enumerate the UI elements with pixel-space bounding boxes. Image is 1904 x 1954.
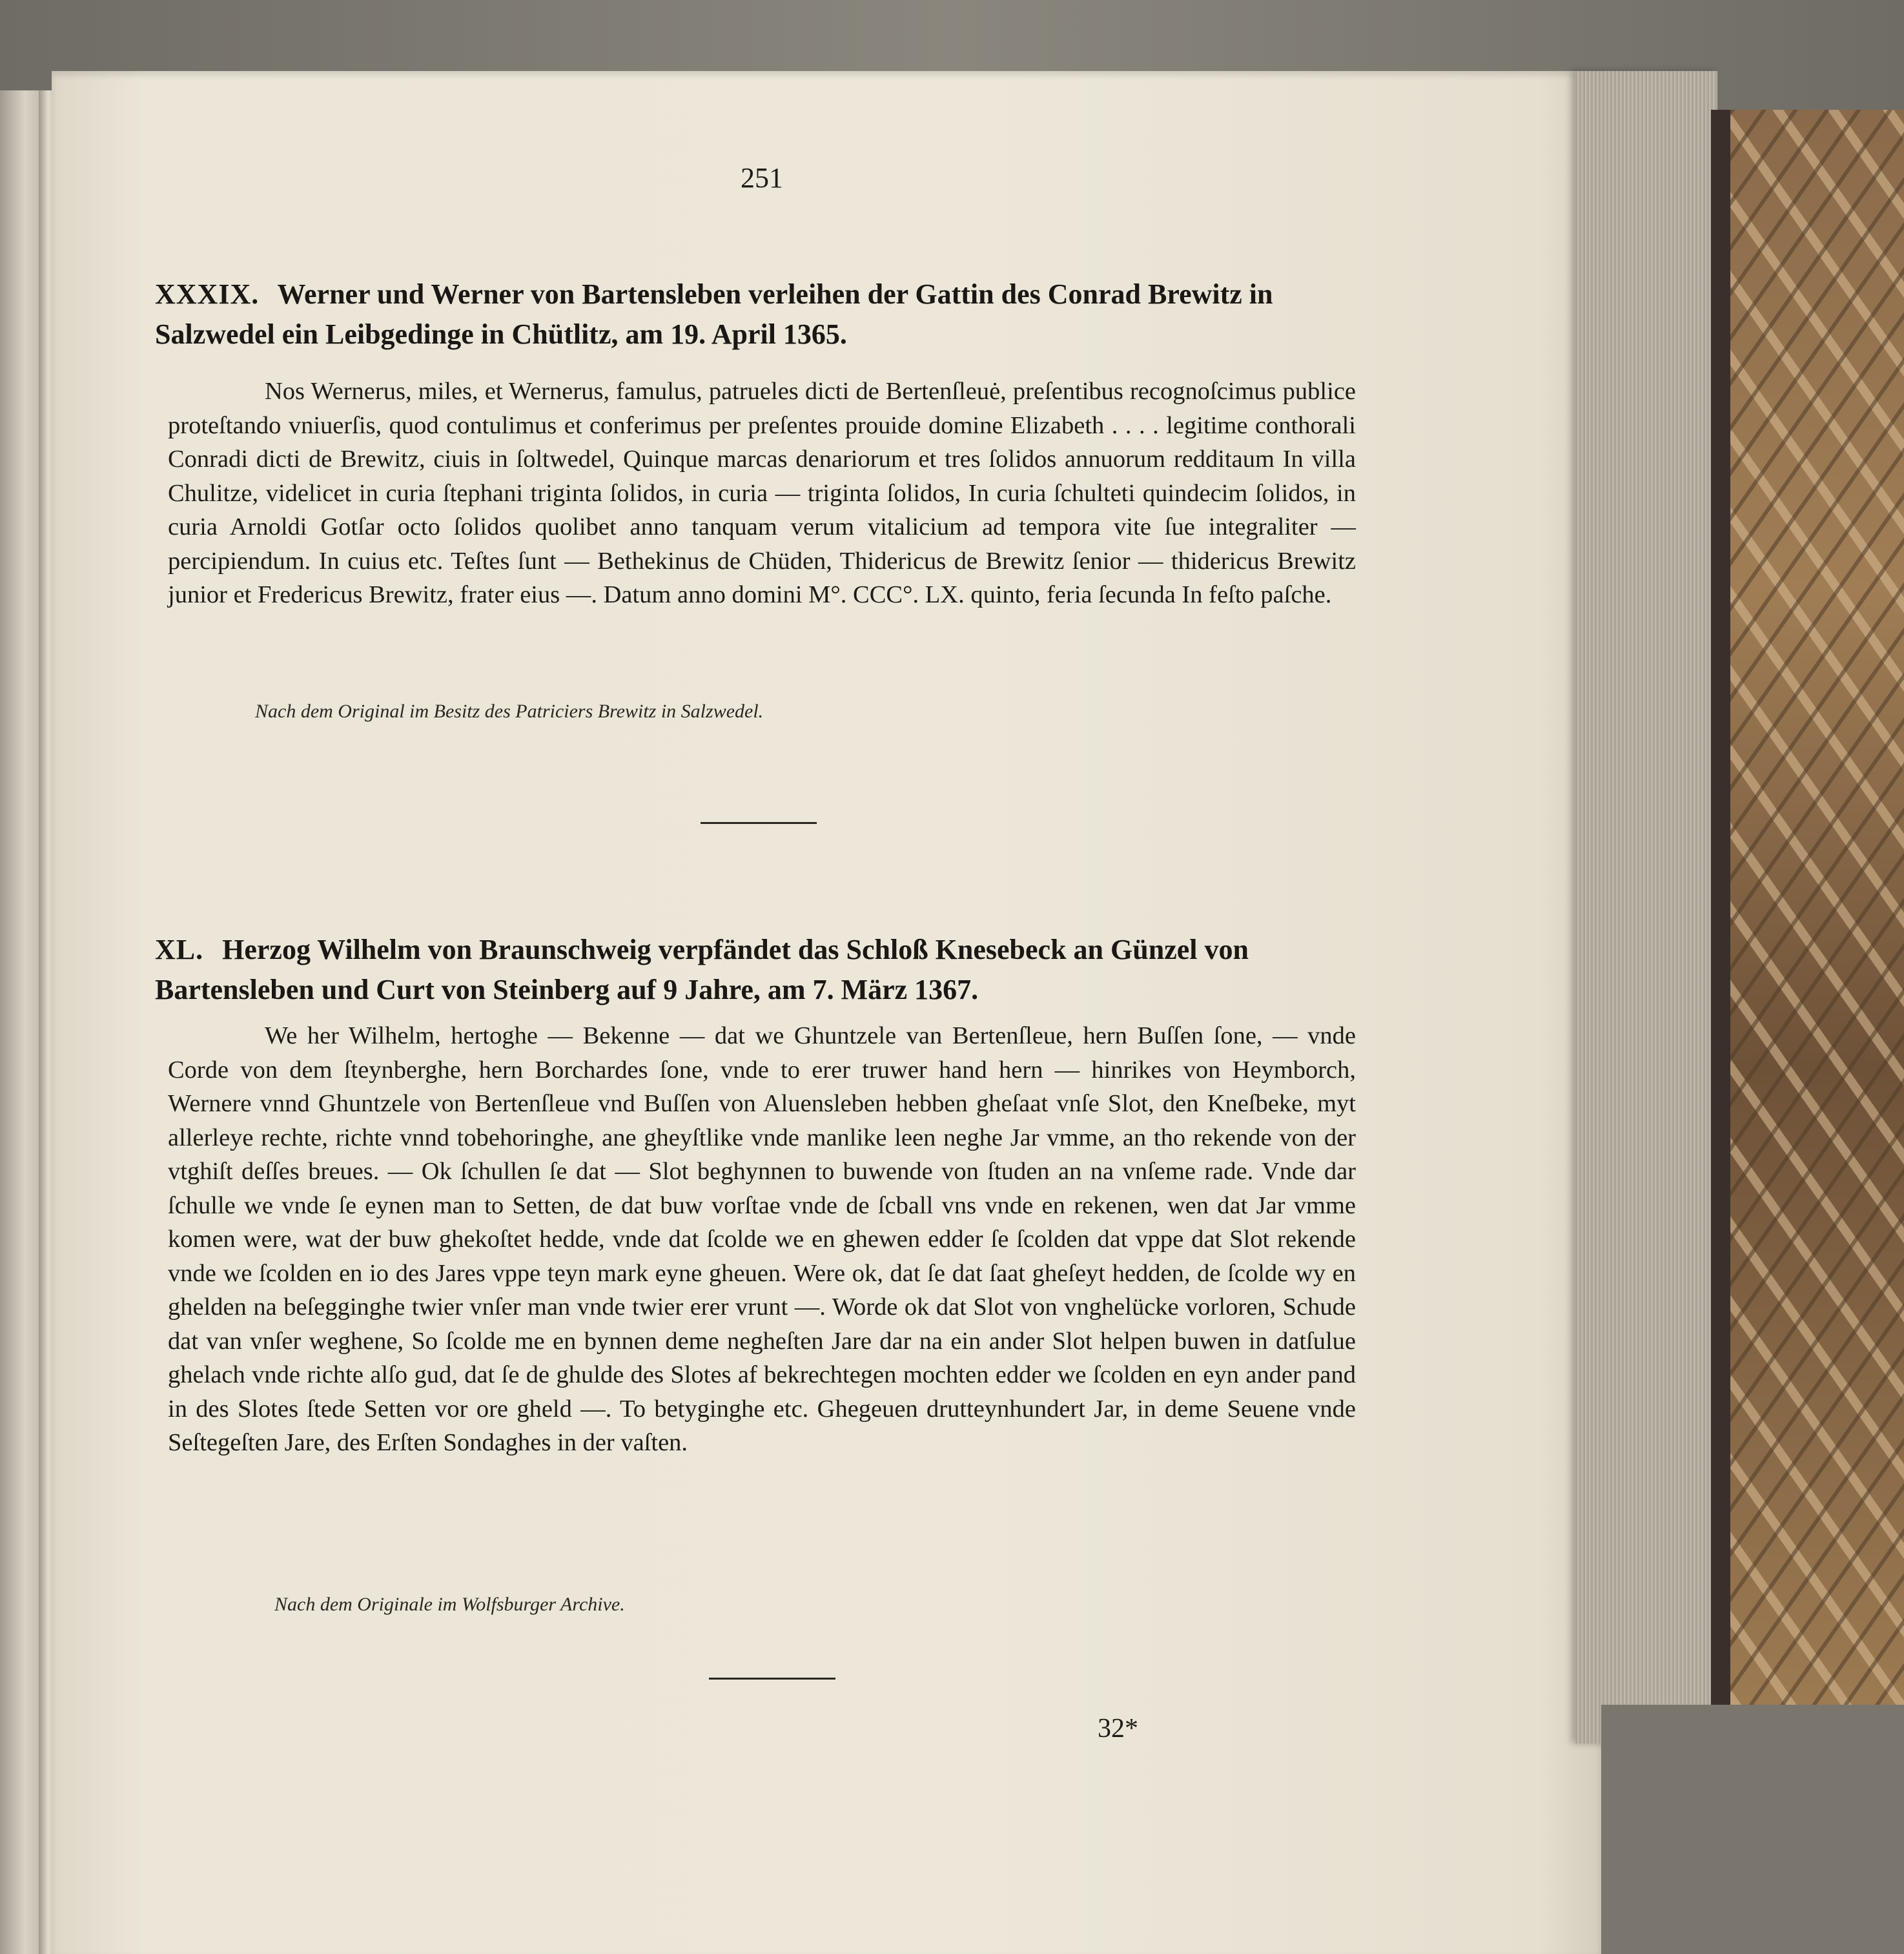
document-title-line2: Bartensleben und Curt von Steinberg auf 9 Jahre, am 7. März 1367. [155, 974, 979, 1005]
page-block-edges [1575, 71, 1717, 1743]
section-divider [709, 1678, 835, 1680]
page-number: 251 [741, 162, 783, 194]
document-body: Nos Wernerus, miles, et Wernerus, famulus, patrueles dicti de Bertenſleuė, preſentibus recognoſcimus publice proteſtando vniuerſis, quod contulimus et conferimus per preſentes prouide domine Elizabeth . . . . legitime conthorali Conradi dicti de Brewitz, ciuis in ſoltwedel, Quinque marcas denariorum et tres ſolidos annuorum redditaum In villa Chulitze, videlicet in curia ſtephani triginta ſolidos, in curia — triginta ſolidos, In curia ſchulteti quindecim ſolidos, in curia Arnoldi Gotſar octo ſolidos quolibet anno tanquam verum vitalicium ad tempora vite ſue integraliter — percipiendum. In cuius etc. Teſtes ſunt — Bethekinus de Chüden, Thidericus de Brewitz ſenior — thidericus Brewitz junior et Fredericus Brewitz, frater eius —. Datum anno domini M°. CCC°. LX. quinto, feria ſecunda In feſto paſche. [168, 378, 1356, 608]
source-note: Nach dem Originale im Wolfsburger Archive. [274, 1594, 625, 1615]
document-heading [155, 274, 1356, 355]
document-title-line1: Herzog Wilhelm von Braunschweig verpfändet das Schloß Knesebeck an Günzel von [222, 934, 1249, 965]
document-heading [155, 930, 1356, 1010]
marbled-cover [1730, 110, 1904, 1705]
document-title-line1: Werner und Werner von Bartensleben verleihen der Gattin des Conrad Brewitz in [277, 278, 1273, 310]
table-surface [1601, 1705, 1904, 1954]
document-body: We her Wilhelm, hertoghe — Bekenne — dat we Ghuntzele van Bertenſleue, hern Buſſen ſone, — vnde Corde von dem ſteynberghe, hern Borchardes ſone, vnde to erer truwer hand hern — hinrikes von Heymborch, Wernere vnnd Ghuntzele von Bertenſleue vnd Buſſen von Aluensleben hebben gheſaat vnſe Slot, den Kneſbeke, myt allerleye rechte, richte vnnd tobehoringhe, ane gheyſtlike vnde manlike leen neghe Jar vmme, an tho rekende von der vtghiſt deſſes breues. — Ok ſchullen ſe dat — Slot beghynnen to buwende von ſtuden an na vnſeme rade. Vnde dar ſchulle we vnde ſe eynen man to Setten, de dat buw vorſtae vnde de ſcball vns vnde en rekenen, wen dat Jar vmme komen were, wat der buw ghekoſtet hedde, vnde dat ſcolde we en ghewen edder ſe ſcolden dat vppe dat Slot rekende vnde we ſcolden en io des Jares vppe teyn mark eyne gheuen. Were ok, dat ſe dat ſaat gheſeyt hedden, de ſcolde wy en ghelden na beſegginghe twier vnſer man vnde twier erer vrunt —. Worde ok dat Slot von vnghelücke vorloren, Schude dat van vnſer weghene, So ſcolde me en bynnen deme negheſten Jare dar na ein ander Slot helpen buwen in datſulue ghelach vnde richte alſo gud, dat ſe de ghulde des Slotes af bekrechtegen mochten edder we ſcolden en eyn ander pand in des Slotes ſtede Setten vor ore gheld —. To betyginghe etc. Ghegeuen drutteynhundert Jar, in deme Seuene vnde Seſtegeſten Jare, des Erſten Sondaghes in der vaſten. [168, 1022, 1356, 1456]
document-numeral: XL. [155, 934, 204, 965]
document-numeral: XXXIX. [155, 278, 260, 310]
printer-signature: 32* [1098, 1714, 1138, 1743]
document-title-line2: Salzwedel ein Leibgedinge in Chütlitz, am 19. April 1365. [155, 318, 847, 350]
source-note: Nach dem Original im Besitz des Patriciers Brewitz in Salzwedel. [255, 701, 764, 722]
section-divider [701, 822, 817, 824]
